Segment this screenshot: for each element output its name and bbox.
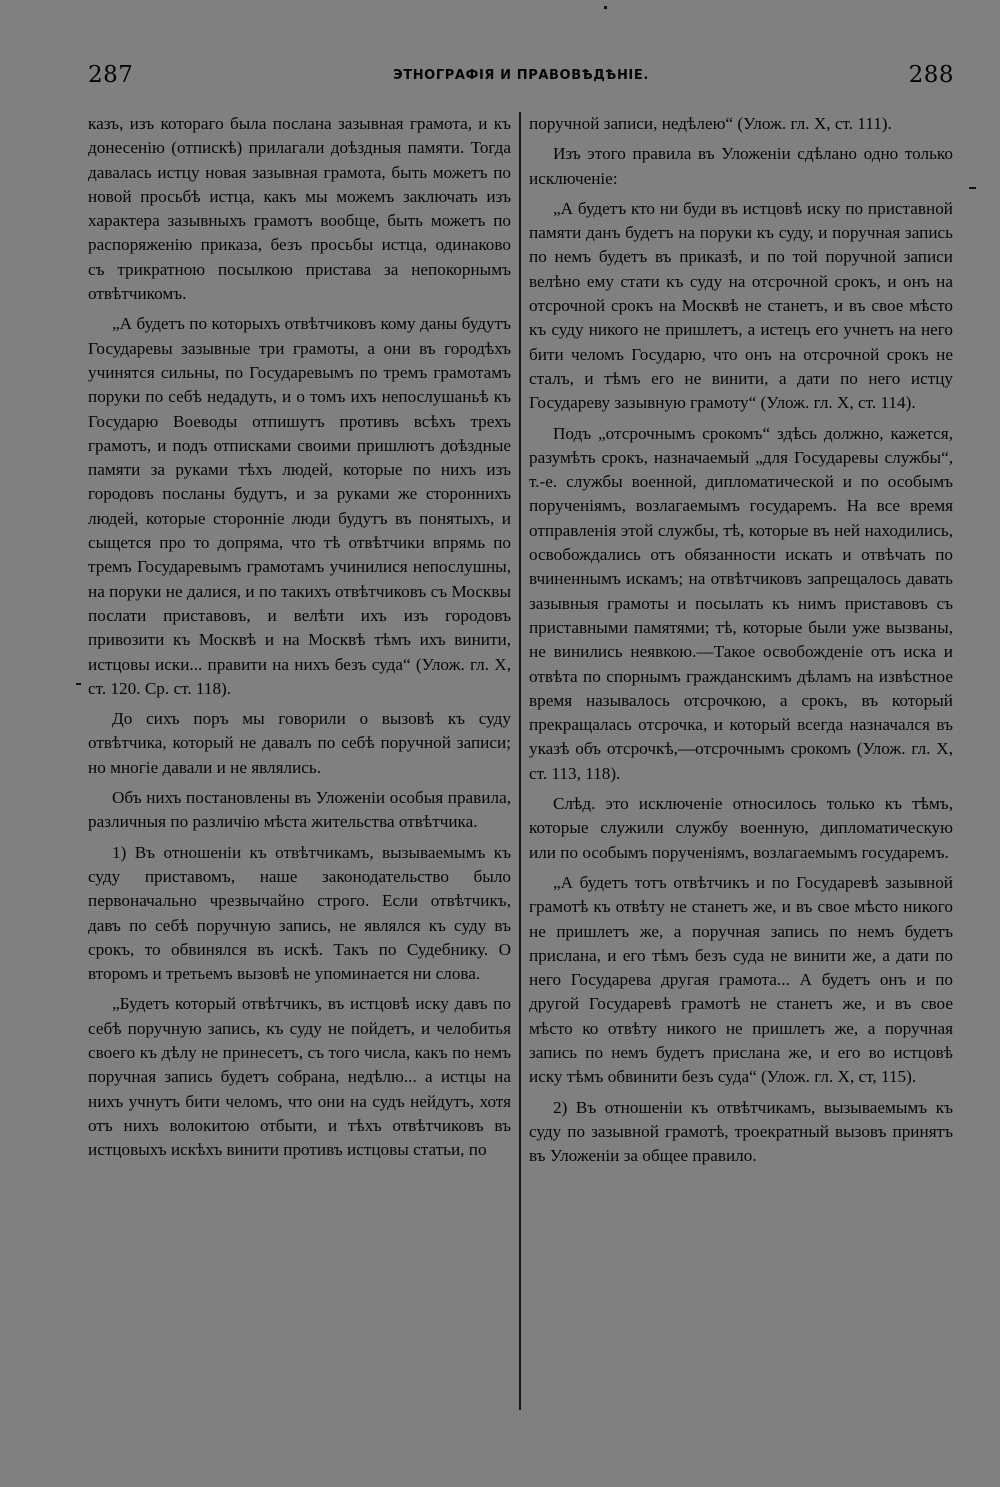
paragraph: До сихъ поръ мы говорили о вызовѣ къ суду отвѣтчика, который не давалъ по себѣ поручной записи; но многіе давали и не являлись.	[88, 709, 511, 777]
right-column	[529, 112, 953, 1174]
page-number-left: 287	[88, 62, 134, 88]
paragraph: „Будетъ который отвѣтчикъ, въ истцовѣ иску давъ по себѣ поручную запись, къ суду не пойдетъ, и челобитья своего къ дѣлу не принесетъ, съ того числа, какъ по немъ поручная запись будетъ собрана, недѣлю... а истцы на нихъ учнутъ бити челомъ, что они на судъ нейдутъ, хотя отъ нихъ волокитою отбыти, и тѣхъ отвѣтчиковъ въ истцовыхъ искѣхъ винити противъ истцовы статьи, по	[88, 994, 511, 1160]
margin-dash	[76, 683, 81, 685]
scan-speck	[604, 6, 607, 9]
paragraph: 1) Въ отношеніи къ отвѣтчикамъ, вызываемымъ къ суду приставомъ, наше законодательство было первоначально чрезвычайно строго. Если отвѣтчикъ, давъ по себѣ поручную запись, не являлся къ суду въ срокъ, то обвинялся въ искѣ. Такъ по Судебнику. О второмъ и третьемъ вызовѣ не упоминается ни слова.	[88, 842, 511, 984]
page-header	[88, 62, 954, 92]
paragraph: казъ, изъ котораго была послана зазывная грамота, и къ донесенію (отпискѣ) прилагали доѣздныя памяти. Тогда давалась истцу новая зазывная грамота, быть можетъ по новой просьбѣ истца, какъ мы можемъ заключать изъ характера зазывныхъ грамотъ вообще, быть можетъ по распоряженію приказа, безъ просьбы истца, одинаково съ трикратною посылкою пристава за непокорнымъ отвѣтчикомъ.	[88, 114, 511, 304]
column-divider	[519, 112, 521, 1410]
page-number-right: 288	[908, 62, 954, 88]
running-title: ЭТНОГРАФІЯ И ПРАВОВѢДѢНІЕ.	[393, 68, 649, 83]
margin-dash	[969, 187, 976, 189]
paragraph: Изъ этого правила въ Уложеніи сдѣлано одно только исключеніе:	[529, 144, 953, 188]
paragraph: „А будетъ кто ни буди въ истцовѣ иску по приставной памяти данъ будетъ на поруки къ суду, и поручная запись по немъ будетъ въ приказѣ, и по той поручной записи велѣно ему стати къ суду на отсрочной срокъ, и онъ на отсрочной срокъ на Москвѣ не станетъ, и въ свое мѣсто къ суду никого не пришлетъ, а истецъ его учнетъ на него бити челомъ Государю, что онъ на отсрочной срокъ не сталъ, и тѣмъ его не винити, а дати по него истцу Государеву зазывную грамоту“ (Улож. гл. X, ст. 114).	[529, 198, 953, 413]
paragraph: Слѣд. это исключеніе относилось только къ тѣмъ, которые служили службу военную, дипломатическую или по особымъ порученіямъ, возлагаемымъ государемъ.	[529, 794, 953, 862]
paragraph: Объ нихъ постановлены въ Уложеніи особыя правила, различныя по различію мѣста жительства отвѣтчика.	[88, 788, 511, 832]
paragraph: „А будетъ по которыхъ отвѣтчиковъ кому даны будутъ Государевы зазывные три грамоты, а они въ городѣхъ учинятся сильны, по Государевымъ по тремъ грамотамъ поруки по себѣ недадуть, и о томъ ихъ непослушаньѣ къ Государю Воеводы отпишутъ противъ всѣхъ трехъ грамотъ, и подъ отписками своими пришлютъ доѣздные памяти за руками тѣхъ людей, которые по нихъ изъ городовъ посланы будутъ, и за руками же стороннихъ людей, которые сторонніе люди будутъ въ понятыхъ, и сыщется про то допряма, что тѣ отвѣтчики впрямь по тремъ Государевымъ грамотамъ учинилися непослушны, на поруки не далися, и по такихъ отвѣтчиковъ съ Москвы послати приставовъ, и велѣти ихъ изъ городовъ привозити къ Москвѣ и на Москвѣ тѣмъ ихъ винити, истцовы иски... правити на нихъ безъ суда“ (Улож. гл. X, ст. 120. Ср. ст. 118).	[88, 314, 511, 698]
paragraph: 2) Въ отношеніи къ отвѣтчикамъ, вызываемымъ къ суду по зазывной грамотѣ, троекратный вызовъ принятъ въ Уложеніи за общее правило.	[529, 1097, 953, 1166]
left-column	[88, 112, 511, 1168]
paragraph: „А будетъ тотъ отвѣтчикъ и по Государевѣ зазывной грамотѣ къ отвѣту не станетъ же, и въ свое мѣсто никого не пришлетъ же, а поручная запись по немъ будетъ прислана, и его тѣмъ безъ суда не винити же, а дати по него Государева другая грамота... А будетъ онъ и по другой Государевѣ грамотѣ не станетъ же, и въ свое мѣсто ко отвѣту никого не пришлетъ же, а поручная запись по немъ будетъ прислана же, и его во истцовѣ иску тѣмъ обвинити безъ суда“ (Улож. гл. X, ст, 115).	[529, 872, 953, 1087]
paragraph: Подъ „отсрочнымъ срокомъ“ здѣсь должно, кажется, разумѣть срокъ, назначаемый „для Государевы службы“, т.-е. службы военной, дипломатической и по особымъ порученіямъ, возлагаемымъ государемъ. На все время отправленія этой службы, тѣ, которые въ ней находились, освобождались отъ обязанности искать и отвѣчать по вчиненнымъ искамъ; на отвѣтчиковъ запрещалось давать зазывныя грамоты и посылать къ нимъ приставовъ съ приставными памятями; тѣ, которые были уже вызваны, не винились неявкою.—Такое освобожденіе отъ иска и отвѣта по спорнымъ гражданскимъ дѣламъ на извѣстное время называлось отсрочкою, а срокъ, въ который прекращалась отсрочка, и который всегда назначался въ указѣ объ отсрочкѣ,—отсрочнымъ срокомъ (Улож. гл. X, ст. 113, 118).	[529, 423, 953, 783]
paragraph: поручной записи, недѣлею“ (Улож. гл. X, ст. 111).	[529, 114, 892, 133]
